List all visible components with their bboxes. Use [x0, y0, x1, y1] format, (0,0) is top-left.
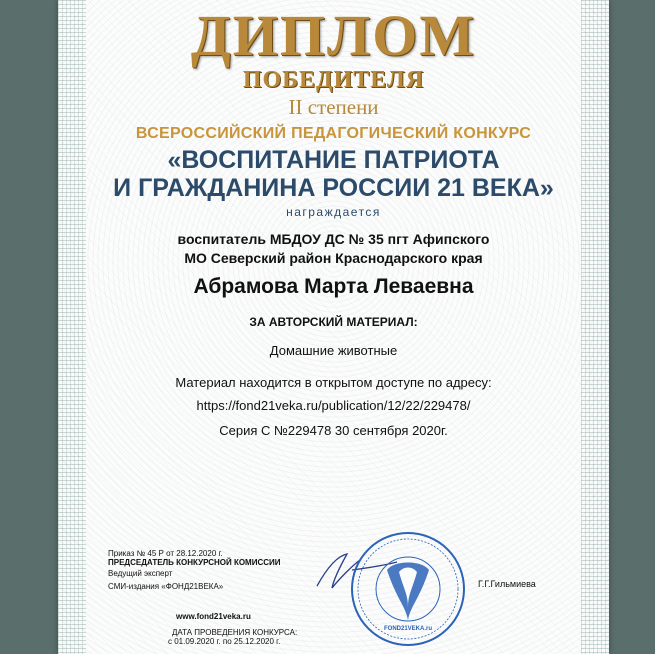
- diploma-degree: II степени: [288, 95, 379, 119]
- diploma-title: ДИПЛОМ: [190, 3, 477, 68]
- material-title: Домашние животные: [269, 343, 398, 358]
- contest-title-line1: «ВОСПИТАНИЕ ПАТРИОТА: [167, 146, 500, 174]
- recipient-name: Абрамова Марта Леваевна: [193, 275, 474, 298]
- material-access-note: Материал находится в открытом доступе по адресу:: [175, 375, 492, 390]
- chairman-title: ПРЕДСЕДАТЕЛЬ КОНКУРСНОЙ КОМИССИИ: [108, 558, 281, 567]
- media-name: СМИ-издания «ФОНД21ВЕКА»: [108, 582, 224, 591]
- website-link[interactable]: www.fond21veka.ru: [176, 612, 251, 621]
- contest-name: ВСЕРОССИЙСКИЙ ПЕДАГОГИЧЕСКИЙ КОНКУРС: [135, 125, 532, 142]
- signatory-name: Г.Г.Гильмиева: [478, 579, 536, 589]
- material-label: ЗА АВТОРСКИЙ МАТЕРИАЛ:: [249, 315, 418, 329]
- contest-dates: с 01.09.2020 г. по 25.12.2020 г.: [168, 637, 281, 646]
- expert-title: Ведущий эксперт: [108, 569, 173, 578]
- material-url[interactable]: https://fond21veka.ru/publication/12/22/229478/: [196, 398, 471, 413]
- contest-title-line2: И ГРАЖДАНИНА РОССИИ 21 ВЕКА»: [113, 174, 554, 202]
- order-number: Приказ № 45 Р от 28.12.2020 г.: [108, 549, 223, 558]
- official-seal-icon: [349, 530, 467, 648]
- dates-label: ДАТА ПРОВЕДЕНИЯ КОНКУРСА:: [172, 628, 298, 637]
- awarded-label: награждается: [286, 205, 381, 219]
- recipient-position-line2: МО Северский район Краснодарского края: [184, 250, 483, 266]
- recipient-position-line1: воспитатель МБДОУ ДС № 35 пгт Афипского: [177, 231, 490, 247]
- seal-center-text: FOND21VEKA.ru: [383, 626, 433, 632]
- diploma-subtitle: ПОБЕДИТЕЛЯ: [242, 67, 425, 93]
- series-number: Серия С №229478 30 сентября 2020г.: [219, 423, 448, 438]
